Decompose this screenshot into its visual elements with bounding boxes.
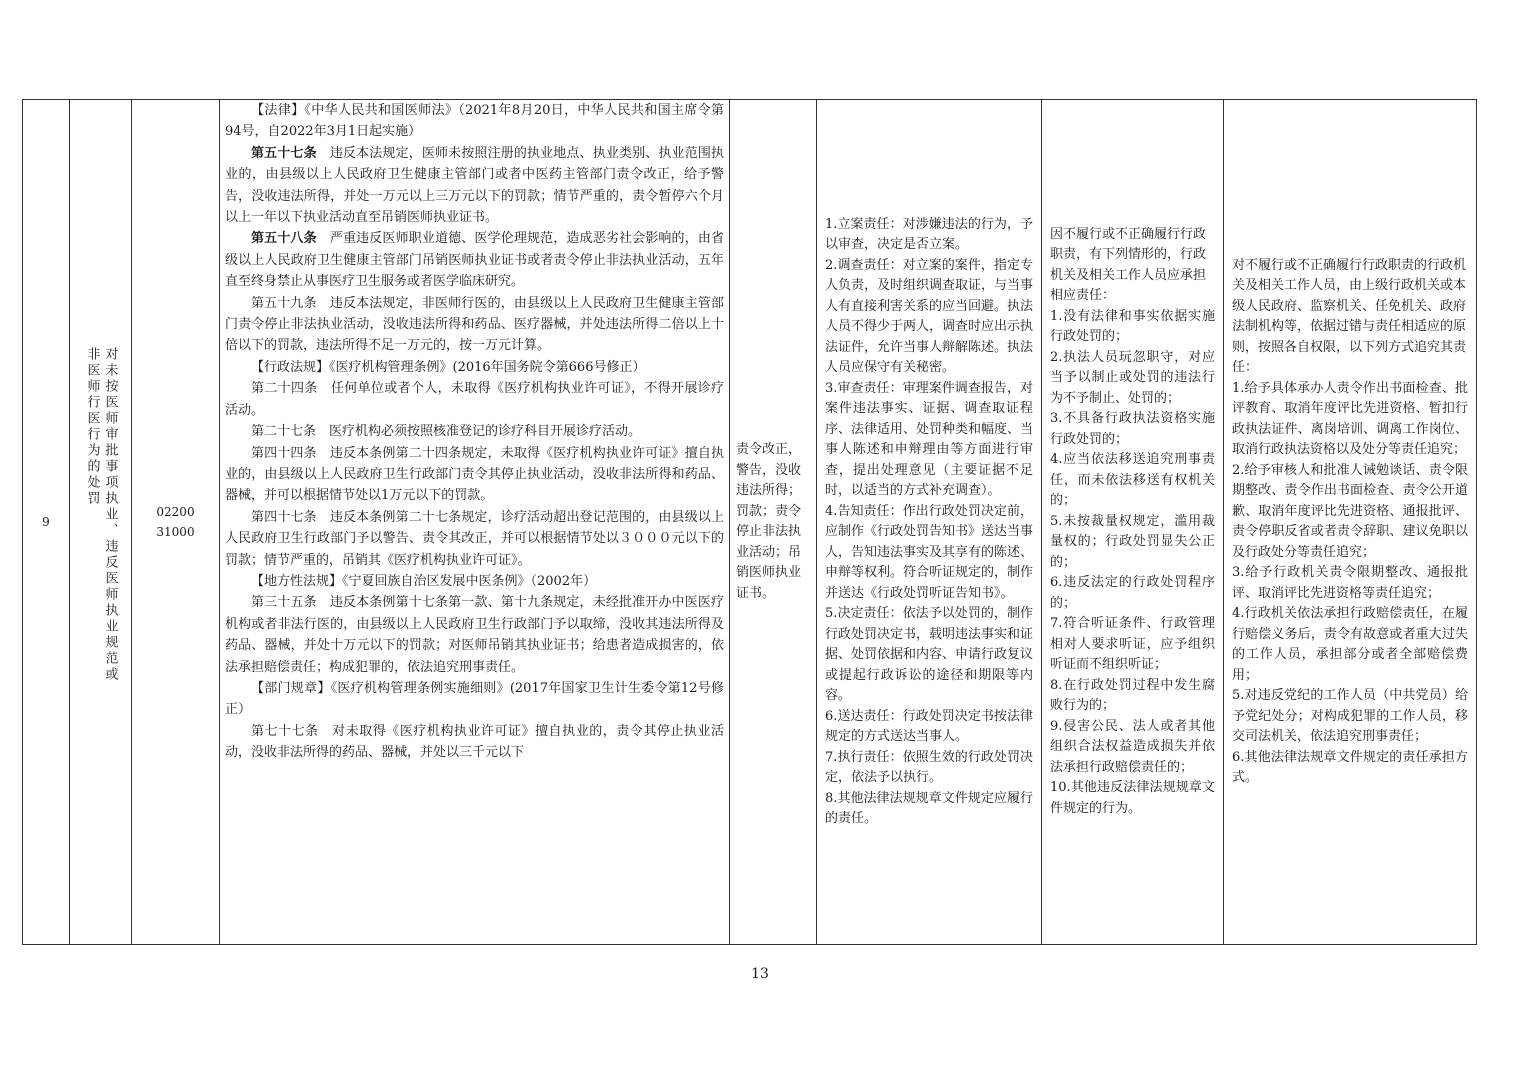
legal-basis-paragraph: 第四十七条 违反本条例第二十七条规定，诊疗活动超出登记范围的，由县级以上人民政府卫生行政部门予以警告、责令其改正，并可以根据情节处以３０００元以下的罚款；情节严重的，吊销其《医疗机构执业许可证》。 (225, 509, 724, 568)
item-code-line2: 31000 (156, 525, 195, 539)
accountability-list (1050, 307, 1215, 820)
accountability-item: 4.应当依法移送追究刑事责任，而未依法移送有权机关的； (1050, 452, 1215, 509)
row-number: 9 (42, 515, 50, 529)
duty-item: 6.送达责任：行政处罚决定书按法律规定的方式送达当事人。 (825, 708, 1033, 744)
accountability-intro: 因不履行或不正确履行行政职责，有下列情形的，行政机关及相关工作人员应承担相应责任： (1050, 226, 1207, 304)
page-number: 13 (751, 966, 769, 982)
duty-item: 8.其他法律法规规章文件规定应履行的责任。 (825, 790, 1033, 826)
item-name: 对未按医师审批事项执业、违反医师执业规范或非医师行医行为的处罚 (84, 347, 118, 683)
accountability-item: 9.侵害公民、法人或者其他组织合法权益造成损失并依法承担行政赔偿责任的； (1050, 718, 1215, 775)
liability-list (1232, 379, 1468, 789)
liability-item: 2.给予审核人和批准人诫勉谈话、责令限期整改、责令作出书面检查、责令公开道歉、取消年度评比先进资格、通报批评、责令停职反省或者责令辞职、建议免职以及行政处分等责任追究； (1232, 462, 1468, 560)
liability-item: 5.对违反党纪的工作人员（中共党员）给予党纪处分；对构成犯罪的工作人员，移交司法机关，依法追究刑事责任； (1232, 688, 1468, 744)
item-name-cell (70, 100, 132, 945)
article-title: 第五十八条 (251, 231, 317, 247)
duty-list (825, 215, 1033, 830)
accountability-item: 7.符合听证条件、行政管理相对人要求听证，应予组织听证而不组织听证； (1050, 616, 1215, 673)
liability-intro: 对不履行或不正确履行行政职责的行政机关及相关工作人员，由上级行政机关或本级人民政府、监察机关、任免机关、政府法制机构等，依据过错与责任相适应的原则，按照各自权限，以下列方式追究其责任： (1232, 257, 1467, 375)
accountability-item: 1.没有法律和事实依据实施行政处罚的； (1050, 308, 1215, 345)
legal-basis-paragraph (225, 143, 724, 229)
legal-basis-paragraph: 第四十四条 违反本条例第二十四条规定，未取得《医疗机构执业许可证》擅自执业的，由县级以上人民政府卫生行政部门责令其停止执业活动，没收非法所得和药品、器械，并可以根据情节处以1万元以下的罚款。 (225, 445, 724, 504)
legal-basis-paragraph: 第二十七条 医疗机构必须按照核准登记的诊疗科目开展诊疗活动。 (251, 424, 642, 440)
liability-cell (1224, 100, 1477, 945)
liability-item: 1.给予具体承办人责令作出书面检查、批评教育、取消年度评比先进资格、暂扣行政执法证件、离岗培训、调离工作岗位、取消行政执法资格以及处分等责任追究； (1232, 380, 1468, 457)
penalty-type: 责令改正，警告，没收违法所得；罚款；责令停止非法执业活动；吊销医师执业证书。 (736, 442, 802, 601)
legal-basis-paragraph: 第五十九条 违反本法规定，非医师行医的，由县级以上人民政府卫生健康主管部门责令停止非法执业活动，没收违法所得和药品、医疗器械，并处违法所得二倍以上十倍以下的罚款，违法所得不足一万元的，按一万元计算。 (225, 295, 724, 354)
row-number-cell (23, 100, 70, 945)
item-code-cell (132, 100, 220, 945)
legal-basis (225, 100, 724, 764)
accountability-item: 6.违反法定的行政处罚程序的； (1050, 575, 1215, 611)
article-text: 严重违反医师职业道德、医学伦理规范，造成恶劣社会影响的，由省级以上人民政府卫生健康主管部门吊销医师执业证书或者责令停止非法执业活动，五年直至终身禁止从事医疗卫生服务或者医学临床研究。 (225, 231, 724, 290)
liability-item: 4.行政机关依法承担行政赔偿责任，在履行赔偿义务后，责令有故意或者重大过失的工作人员，承担部分或者全部赔偿费用； (1232, 606, 1468, 683)
legal-basis-paragraph (225, 228, 724, 292)
duty-item: 3.审查责任：审理案件调查报告，对案件违法事实、证据、调查取证程序、法律适用、处罚种类和幅度、当事人陈述和申辩理由等方面进行审查，提出处理意见（主要证据不足时，以适当的方式补充调查）。 (825, 380, 1034, 498)
duty-item: 1.立案责任：对涉嫌违法的行为，予以审查，决定是否立案。 (825, 216, 1033, 252)
penalty-type-cell (730, 100, 817, 945)
accountability-item: 8.在行政处罚过程中发生腐败行为的； (1050, 677, 1215, 714)
legal-basis-paragraph: 第七十七条 对未取得《医疗机构执业许可证》擅自执业的，责令其停止执业活动，没收非法所得的药品、器械，并处以三千元以下 (225, 723, 724, 761)
article-text: 违反本法规定，医师未按照注册的执业地点、执业类别、执业范围执业的，由县级以上人民政府卫生健康主管部门或者中医药主管部门责令改正，给予警告，没收违法所得，并处一万元以上三万元以下的罚款；情节严重的，责令暂停六个月以上一年以下执业活动直至吊销医师执业证书。 (225, 145, 724, 226)
table-row (23, 100, 1477, 945)
accountability-item: 2.执法人员玩忽职守，对应当予以制止或处罚的违法行为不予制止、处罚的； (1050, 349, 1215, 406)
power-list-table (22, 99, 1477, 945)
accountability-item: 3.不具备行政执法资格实施行政处罚的； (1050, 411, 1215, 447)
liability-item: 3.给予行政机关责令限期整改、通报批评、取消评比先进资格等责任追究； (1232, 565, 1468, 601)
legal-basis-cell (220, 100, 730, 945)
duty-item: 2.调查责任：对立案的案件，指定专人负责，及时组织调查取证，与当事人有直接利害关系的应当回避。执法人员不得少于两人，调查时应出示执法证件，允许当事人辩解陈述。执法人员应保守有关秘密。 (825, 257, 1034, 375)
item-code-line1: 02200 (156, 505, 195, 519)
liability-item: 6.其他法律法规章文件规定的责任承担方式。 (1232, 749, 1468, 785)
legal-basis-paragraph: 【部门规章】《医疗机构管理条例实施细则》(2017年国家卫生计生委令第12号修正） (225, 680, 724, 718)
accountability-item: 5.未按裁量权规定，滥用裁量权的；行政处罚显失公正的； (1050, 513, 1215, 570)
legal-basis-paragraph: 【行政法规】《医疗机构管理条例》(2016年国务院令第666号修正） (251, 359, 646, 375)
duty-item: 5.决定责任：依法予以处罚的，制作行政处罚决定书，载明违法事实和证据、处罚依据和内容、申请行政复议或提起行政诉讼的途径和期限等内容。 (825, 606, 1034, 703)
legal-basis-paragraph: 第二十四条 任何单位或者个人，未取得《医疗机构执业许可证》，不得开展诊疗活动。 (225, 381, 724, 418)
legal-basis-paragraph: 【法律】《中华人民共和国医师法》（2021年8月20日，中华人民共和国主席令第94号，自2022年3月1日起实施） (225, 103, 724, 140)
duty-cell (817, 100, 1042, 945)
duty-item: 4.告知责任：作出行政处罚决定前，应制作《行政处罚告知书》送达当事人，告知违法事实及其享有的陈述、申辩等权利。符合听证规定的，制作并送达《行政处罚听证告知书》。 (825, 503, 1034, 601)
accountability-cell (1042, 100, 1224, 945)
article-title: 第五十七条 (251, 145, 317, 161)
duty-item: 7.执行责任：依照生效的行政处罚决定，依法予以执行。 (825, 749, 1033, 785)
legal-basis-paragraph: 【地方性法规】《宁夏回族自治区发展中医条例》（2002年） (251, 573, 597, 589)
accountability-item: 10.其他违反法律法规规章文件规定的行为。 (1050, 780, 1215, 816)
legal-basis-paragraph: 第三十五条 违反本条例第十七条第一款、第十九条规定，未经批准开办中医医疗机构或者非法行医的，由县级以上人民政府卫生行政部门予以取缔，没收其违法所得及药品、器械，并处十万元以下的罚款；对医师吊销其执业证书；给患者造成损害的，依法承担赔偿责任；构成犯罪的，依法追究刑事责任。 (225, 595, 724, 675)
